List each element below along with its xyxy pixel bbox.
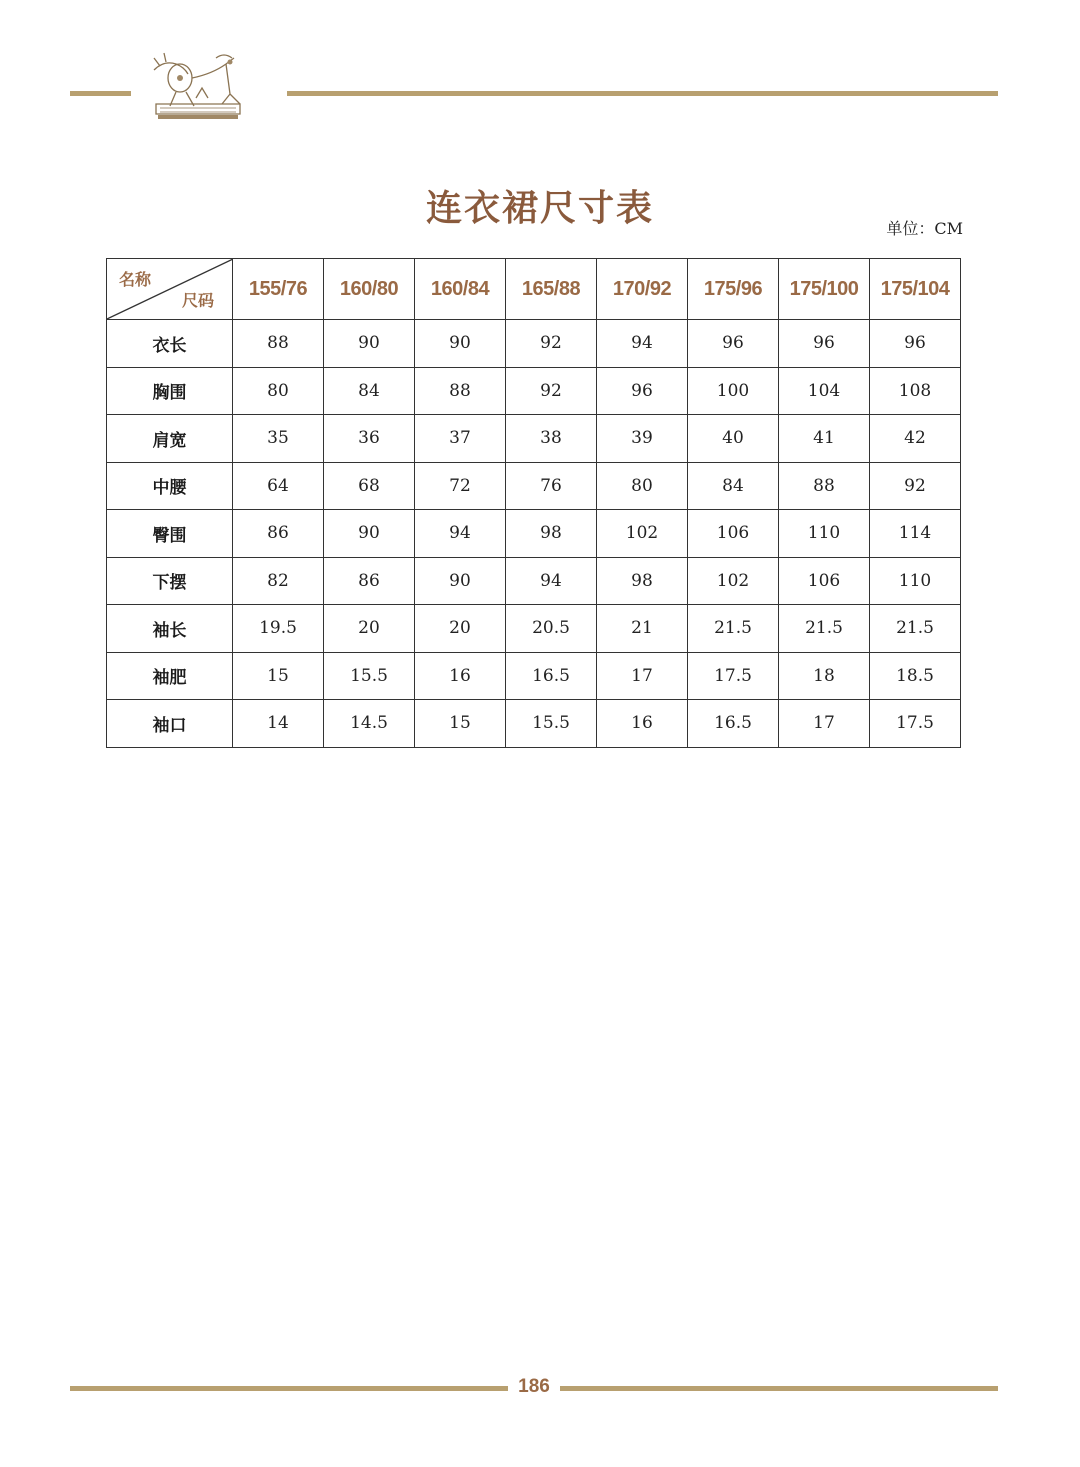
bottom-rule-left — [70, 1386, 508, 1391]
table-row — [107, 605, 961, 653]
value-cell: 82 — [233, 557, 324, 605]
value-cell: 102 — [597, 510, 688, 558]
value-cell: 20.5 — [506, 605, 597, 653]
corner-label-name: 名称 — [119, 270, 152, 289]
value-cell: 15.5 — [324, 652, 415, 700]
value-cell: 68 — [324, 462, 415, 510]
value-cell: 98 — [597, 557, 688, 605]
row-name-cell: 袖肥 — [107, 652, 233, 700]
value-cell: 36 — [324, 415, 415, 463]
value-cell: 92 — [506, 320, 597, 368]
value-cell: 35 — [233, 415, 324, 463]
size-header: 160/84 — [415, 259, 506, 320]
value-cell: 92 — [870, 462, 961, 510]
value-cell: 16 — [597, 700, 688, 748]
corner-header-cell — [107, 259, 233, 320]
size-header: 155/76 — [233, 259, 324, 320]
value-cell: 84 — [324, 367, 415, 415]
value-cell: 90 — [324, 510, 415, 558]
size-header: 160/80 — [324, 259, 415, 320]
value-cell: 38 — [506, 415, 597, 463]
row-name-cell: 臀围 — [107, 510, 233, 558]
value-cell: 18 — [779, 652, 870, 700]
table-row — [107, 367, 961, 415]
value-cell: 98 — [506, 510, 597, 558]
value-cell: 96 — [870, 320, 961, 368]
value-cell: 16.5 — [688, 700, 779, 748]
value-cell: 96 — [597, 367, 688, 415]
value-cell: 14.5 — [324, 700, 415, 748]
value-cell: 15.5 — [506, 700, 597, 748]
corner-label-size: 尺码 — [181, 291, 214, 310]
value-cell: 19.5 — [233, 605, 324, 653]
value-cell: 20 — [415, 605, 506, 653]
value-cell: 106 — [779, 557, 870, 605]
value-cell: 94 — [506, 557, 597, 605]
value-cell: 64 — [233, 462, 324, 510]
table-row — [107, 510, 961, 558]
value-cell: 80 — [597, 462, 688, 510]
page-number: 186 — [518, 1376, 550, 1397]
value-cell: 84 — [688, 462, 779, 510]
value-cell: 96 — [688, 320, 779, 368]
value-cell: 104 — [779, 367, 870, 415]
value-cell: 110 — [779, 510, 870, 558]
unit-label: 单位：CM — [886, 219, 963, 238]
value-cell: 17 — [779, 700, 870, 748]
value-cell: 90 — [415, 320, 506, 368]
value-cell: 106 — [688, 510, 779, 558]
row-name-cell: 胸围 — [107, 367, 233, 415]
row-name-cell: 袖口 — [107, 700, 233, 748]
table-row — [107, 320, 961, 368]
value-cell: 21.5 — [688, 605, 779, 653]
value-cell: 16 — [415, 652, 506, 700]
row-name-cell: 衣长 — [107, 320, 233, 368]
value-cell: 18.5 — [870, 652, 961, 700]
table-row — [107, 415, 961, 463]
value-cell: 14 — [233, 700, 324, 748]
value-cell: 16.5 — [506, 652, 597, 700]
value-cell: 88 — [779, 462, 870, 510]
value-cell: 86 — [233, 510, 324, 558]
value-cell: 110 — [870, 557, 961, 605]
page-title: 连衣裙尺寸表 — [425, 187, 654, 229]
row-name-cell: 下摆 — [107, 557, 233, 605]
value-cell: 15 — [233, 652, 324, 700]
value-cell: 76 — [506, 462, 597, 510]
value-cell: 17.5 — [688, 652, 779, 700]
bottom-rule-right — [560, 1386, 998, 1391]
value-cell: 96 — [779, 320, 870, 368]
value-cell: 39 — [597, 415, 688, 463]
value-cell: 72 — [415, 462, 506, 510]
value-cell: 15 — [415, 700, 506, 748]
row-name-cell: 肩宽 — [107, 415, 233, 463]
size-header: 175/104 — [870, 259, 961, 320]
value-cell: 102 — [688, 557, 779, 605]
size-header: 165/88 — [506, 259, 597, 320]
table-row — [107, 557, 961, 605]
sewing-machine-logo-icon — [146, 48, 250, 122]
size-header: 175/96 — [688, 259, 779, 320]
top-rule-right — [287, 91, 998, 96]
value-cell: 40 — [688, 415, 779, 463]
value-cell: 88 — [415, 367, 506, 415]
value-cell: 92 — [506, 367, 597, 415]
row-name-cell: 袖长 — [107, 605, 233, 653]
value-cell: 21.5 — [870, 605, 961, 653]
value-cell: 41 — [779, 415, 870, 463]
table-row — [107, 652, 961, 700]
row-name-cell: 中腰 — [107, 462, 233, 510]
value-cell: 21.5 — [779, 605, 870, 653]
table-body — [107, 320, 961, 748]
header-row — [107, 259, 961, 320]
value-cell: 90 — [324, 320, 415, 368]
value-cell: 20 — [324, 605, 415, 653]
value-cell: 37 — [415, 415, 506, 463]
value-cell: 94 — [415, 510, 506, 558]
value-cell: 88 — [233, 320, 324, 368]
value-cell: 17.5 — [870, 700, 961, 748]
value-cell: 86 — [324, 557, 415, 605]
size-header: 170/92 — [597, 259, 688, 320]
value-cell: 42 — [870, 415, 961, 463]
table-row — [107, 462, 961, 510]
size-header: 175/100 — [779, 259, 870, 320]
value-cell: 114 — [870, 510, 961, 558]
size-chart-table — [106, 258, 961, 748]
value-cell: 94 — [597, 320, 688, 368]
value-cell: 100 — [688, 367, 779, 415]
value-cell: 21 — [597, 605, 688, 653]
value-cell: 17 — [597, 652, 688, 700]
value-cell: 90 — [415, 557, 506, 605]
value-cell: 108 — [870, 367, 961, 415]
top-rule-left — [70, 91, 131, 96]
value-cell: 80 — [233, 367, 324, 415]
table-row — [107, 700, 961, 748]
